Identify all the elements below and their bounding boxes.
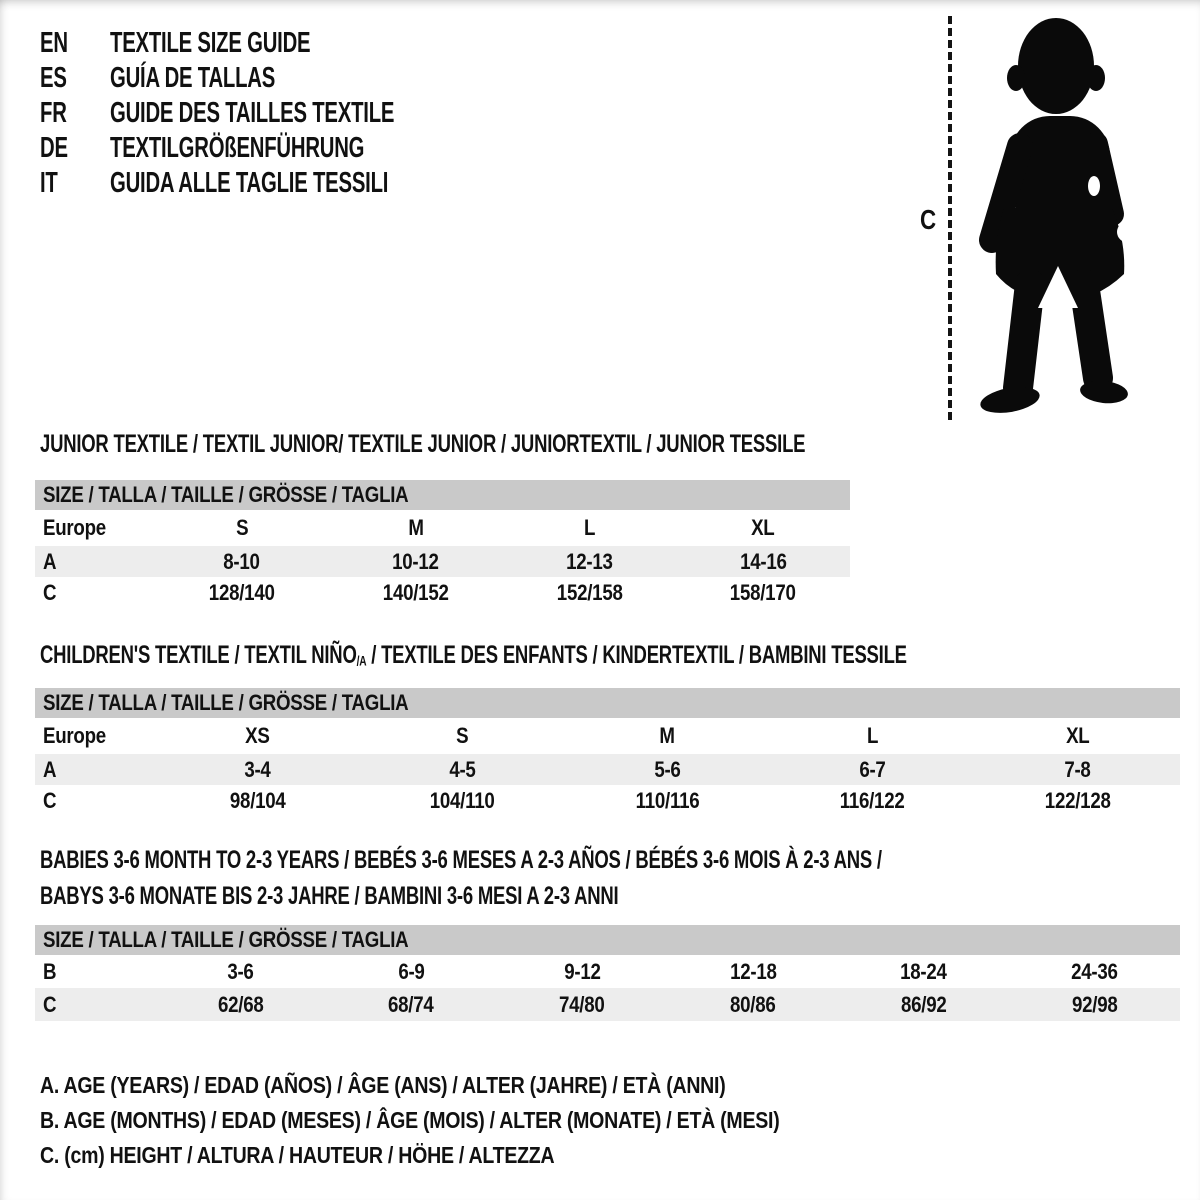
children-section-title: CHILDREN'S TEXTILE / TEXTIL NIÑO/A / TEXTILE DES ENFANTS / KINDERTEXTIL / BAMBINI TESSILE <box>40 641 907 669</box>
months-cell: 3-6 <box>227 958 254 984</box>
months-cell: 6-9 <box>398 958 425 984</box>
age-cell: 10-12 <box>392 548 439 574</box>
months-cell: 18-24 <box>900 958 948 984</box>
height-cell: 98/104 <box>229 787 286 813</box>
height-cell: 80/86 <box>730 991 776 1017</box>
table-row-europe <box>35 510 850 546</box>
legend-age-years: A. AGE (YEARS) / EDAD (AÑOS) / ÂGE (ANS) / ALTER (JAHRE) / ETÀ (ANNI) <box>40 1072 726 1098</box>
guide-title-en: TEXTILE SIZE GUIDE <box>110 27 311 59</box>
height-measure-label: C <box>920 204 936 235</box>
height-cell: 92/98 <box>1071 991 1118 1017</box>
guide-title-it: GUIDA ALLE TAGLIE TESSILI <box>110 167 389 199</box>
height-cell: 158/170 <box>730 579 797 605</box>
language-row-es <box>40 61 516 96</box>
table-row-age <box>35 754 1180 785</box>
height-cell: 152/158 <box>556 579 623 605</box>
row-label: A <box>43 756 57 782</box>
age-cell: 8-10 <box>223 548 261 574</box>
age-cell: 5-6 <box>654 756 681 782</box>
guide-title-de: TEXTILGRÖßENFÜHRUNG <box>110 132 365 164</box>
junior-section-title: JUNIOR TEXTILE / TEXTIL JUNIOR/ TEXTILE JUNIOR / JUNIORTEXTIL / JUNIOR TESSILE <box>40 430 806 458</box>
language-code: IT <box>40 167 58 199</box>
months-cell: 12-18 <box>729 958 777 984</box>
language-row-fr <box>40 96 516 131</box>
guide-title-es: GUÍA DE TALLAS <box>110 62 276 94</box>
measure-legend <box>40 1068 910 1173</box>
size-header-bar <box>35 480 850 510</box>
language-code: FR <box>40 97 67 129</box>
age-cell: 12-13 <box>566 548 613 574</box>
language-code: DE <box>40 132 68 164</box>
age-cell: 7-8 <box>1064 756 1091 782</box>
language-code: ES <box>40 62 67 94</box>
height-cell: 62/68 <box>217 991 264 1017</box>
months-cell: 9-12 <box>563 958 601 984</box>
age-cell: 3-4 <box>244 756 271 782</box>
height-cell: 140/152 <box>382 579 449 605</box>
size-header-label: SIZE / TALLA / TAILLE / GRÖSSE / TAGLIA <box>43 927 409 952</box>
size-cell: XS <box>245 723 270 748</box>
size-header-label: SIZE / TALLA / TAILLE / GRÖSSE / TAGLIA <box>43 690 409 715</box>
height-measure-line <box>948 16 952 420</box>
height-cell: 122/128 <box>1044 787 1111 813</box>
table-row-months <box>35 955 1180 988</box>
nino-a-subscript: /A <box>356 653 367 669</box>
children-size-table <box>35 688 1180 816</box>
language-code: EN <box>40 27 68 59</box>
age-cell: 6-7 <box>859 756 886 782</box>
junior-size-table <box>35 480 850 608</box>
row-label: C <box>43 991 57 1017</box>
guide-title-fr: GUIDE DES TAILLES TEXTILE <box>110 97 395 129</box>
size-cell: L <box>583 515 595 540</box>
legend-age-months: B. AGE (MONTHS) / EDAD (MESES) / ÂGE (MOIS) / ALTER (MONATE) / ETÀ (MESI) <box>40 1107 780 1133</box>
table-row-age <box>35 546 850 577</box>
size-header-bar <box>35 925 1180 955</box>
row-label: C <box>43 787 57 813</box>
height-cell: 68/74 <box>388 991 434 1017</box>
size-cell: L <box>866 723 879 748</box>
months-cell: 24-36 <box>1071 958 1118 984</box>
figure-area <box>920 16 1200 420</box>
row-label: C <box>43 579 57 605</box>
language-row-it <box>40 166 516 201</box>
height-cell: 110/116 <box>635 787 700 813</box>
row-label: A <box>43 548 57 574</box>
table-row-height <box>35 785 1180 816</box>
size-header-bar <box>35 688 1180 718</box>
size-cell: S <box>456 723 469 748</box>
size-cell: M <box>407 515 424 540</box>
language-row-de <box>40 131 516 166</box>
size-cell: S <box>235 515 248 540</box>
size-cell: XL <box>751 515 775 540</box>
size-cell: M <box>659 723 676 748</box>
age-cell: 4-5 <box>449 756 476 782</box>
row-label: Europe <box>43 515 106 540</box>
babies-size-table <box>35 925 1180 1021</box>
table-row-height <box>35 988 1180 1021</box>
table-row-height <box>35 577 850 608</box>
row-label: Europe <box>43 723 106 748</box>
size-cell: XL <box>1065 723 1090 748</box>
height-cell: 74/80 <box>559 991 605 1017</box>
toddler-silhouette-icon <box>966 16 1166 420</box>
language-row-en <box>40 26 516 61</box>
language-title-list <box>40 26 516 201</box>
table-row-europe <box>35 718 1180 754</box>
size-header-label: SIZE / TALLA / TAILLE / GRÖSSE / TAGLIA <box>43 482 409 507</box>
legend-height-cm: C. (cm) HEIGHT / ALTURA / HAUTEUR / HÖHE / ALTEZZA <box>40 1142 555 1168</box>
age-cell: 14-16 <box>739 548 787 574</box>
height-cell: 116/122 <box>840 787 905 813</box>
height-cell: 86/92 <box>900 991 947 1017</box>
babies-section-title: BABIES 3-6 MONTH TO 2-3 YEARS / BEBÉS 3-6 MESES A 2-3 AÑOS / BÉBÉS 3-6 MOIS À 2-3 ANS / BABYS 3-6 MONATE BIS 2-3 JAHRE / BAMBINI 3-6 MESI A 2-3 ANNI <box>40 846 882 910</box>
height-cell: 104/110 <box>430 787 495 813</box>
row-label: B <box>43 958 57 984</box>
height-cell: 128/140 <box>208 579 275 605</box>
